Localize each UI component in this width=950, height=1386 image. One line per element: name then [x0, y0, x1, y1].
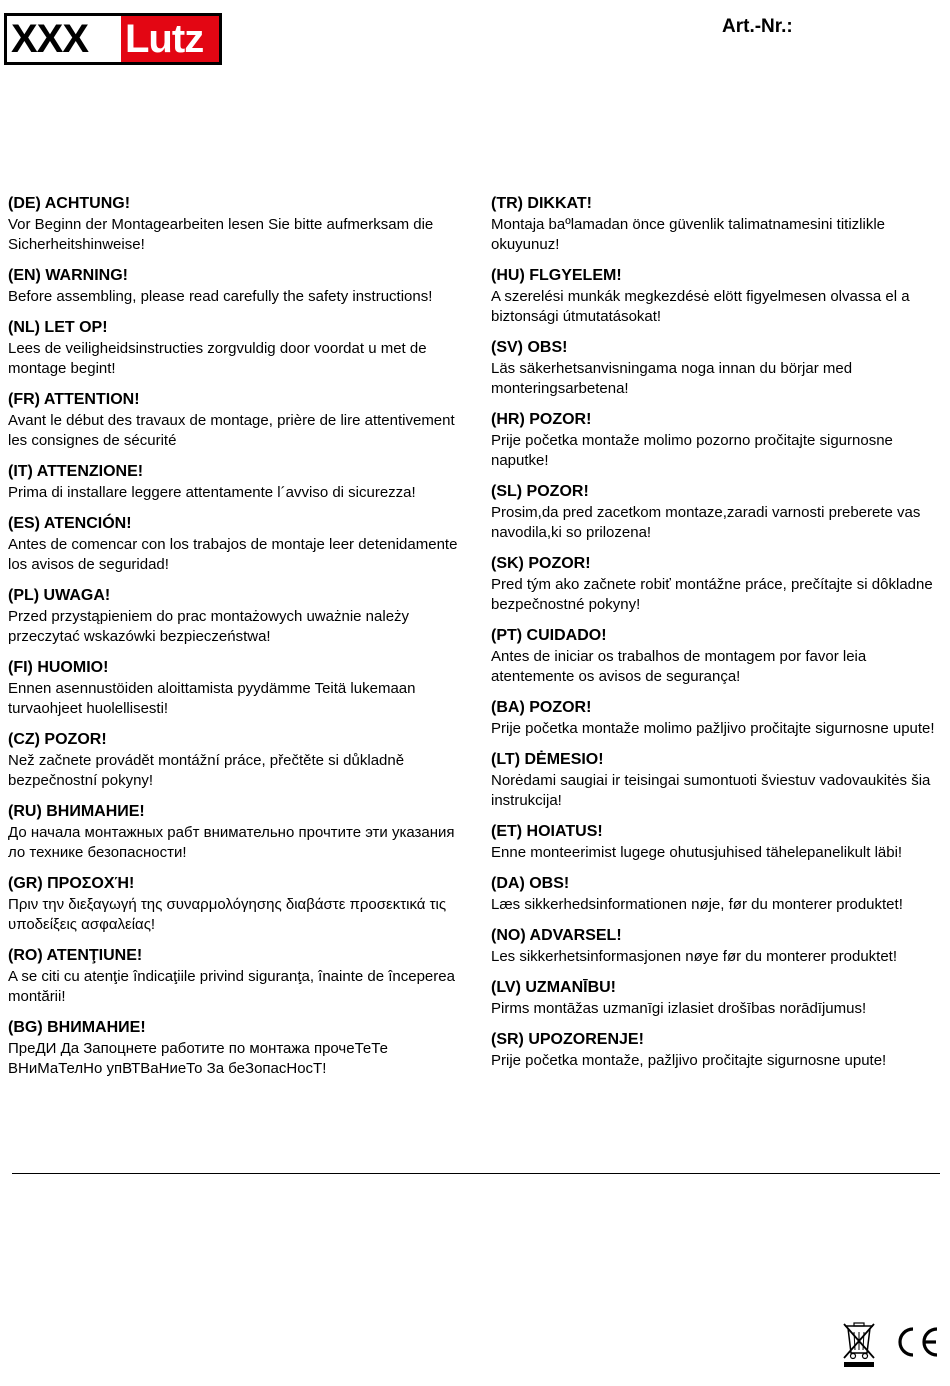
logo-part-xxx: XXX: [7, 16, 121, 62]
warning-entry: [8, 318, 460, 379]
warning-entry: [491, 482, 946, 543]
warning-heading: (DA) OBS!: [491, 875, 570, 892]
warning-text: Norėdami saugiai ir teisingai sumontuoti šviestuv vadovaukitės šia instrukcija!: [491, 772, 931, 809]
warning-entry: [491, 626, 946, 687]
warning-text: A szerelési munkák megkezdésė elött figyelmesen olvassa el a biztonsági útmutatásokat!: [491, 288, 910, 325]
warning-heading: (RO) ATENŢIUNE!: [8, 947, 143, 964]
warning-text: Enne monteerimist lugege ohutusjuhised tähelepanelikult läbi!: [491, 844, 903, 861]
warning-text: Prije početka montaže molimo pozorno pročitajte sigurnosne naputke!: [491, 432, 893, 469]
warning-entry: [491, 874, 946, 915]
warning-entry: [8, 462, 460, 503]
warning-entry: [8, 194, 460, 255]
warning-entry: [491, 410, 946, 471]
warning-text: Prima di installare leggere attentamente l´avviso di sicurezza!: [8, 484, 416, 501]
warning-entry: [491, 554, 946, 615]
warning-heading: (NO) ADVARSEL!: [491, 927, 622, 944]
warning-entry: [491, 926, 946, 967]
warning-text: Prije početka montaže molimo pažljivo pročitajte sigurnosne upute!: [491, 720, 935, 737]
warning-text: Ennen asennustöiden aloittamista pyydämme Teitä lukemaan turvaohjeet huolellisesti!: [8, 680, 416, 717]
warning-text: ПреДИ Да Запоцнете работите по монтажа прочеТеТе ВНиМаТелНо упВТВаНиеТо За беЗопасНосТ!: [8, 1040, 388, 1077]
warning-entry: [8, 266, 460, 307]
warning-heading: (BG) ВНИМАНИЕ!: [8, 1019, 146, 1036]
warning-heading: (BA) POZOR!: [491, 699, 592, 716]
warning-heading: (ET) HOIATUS!: [491, 823, 603, 840]
warning-heading: (CZ) POZOR!: [8, 731, 107, 748]
warning-text: Przed przystąpieniem do prac montażowych uważnie należy przeczytać wskazówki bezpieczeństwa!: [8, 608, 410, 645]
warning-text: Πριν την διεξαγωγή της συναρμολόγησης διαβάστε προσεκτικά τις υποδείξεις ασφαλείας!: [8, 896, 447, 933]
warning-entry: [8, 802, 460, 863]
warning-heading: (FR) ATTENTION!: [8, 391, 140, 408]
warning-entry: [491, 194, 946, 255]
warning-heading: (SV) OBS!: [491, 339, 568, 356]
warning-heading: (HU) FLGYELEM!: [491, 267, 622, 284]
warning-text: Before assembling, please read carefully the safety instructions!: [8, 288, 433, 305]
warning-text: Les sikkerhetsinformasjonen nøye før du monterer produktet!: [491, 948, 898, 965]
warning-entry: [491, 750, 946, 811]
warnings-column-left: [8, 194, 460, 1090]
warning-text: Vor Beginn der Montagearbeiten lesen Sie bitte aufmerksam die Sicherheitshinweise!: [8, 216, 434, 253]
warning-heading: (EN) WARNING!: [8, 267, 128, 284]
warning-text: Prije početka montaže, pažljivo pročitajte sigurnosne upute!: [491, 1052, 887, 1069]
warning-heading: (RU) ВНИМАНИЕ!: [8, 803, 145, 820]
warning-heading: (PL) UWAGA!: [8, 587, 111, 604]
warning-heading: (HR) POZOR!: [491, 411, 592, 428]
warning-heading: (SL) POZOR!: [491, 483, 589, 500]
warnings-column-right: [491, 194, 946, 1082]
warning-text: Prosim,da pred zacetkom montaze,zaradi varnosti preberete vas navodila,ki so prilozena!: [491, 504, 921, 541]
weee-crossed-bin-icon: [842, 1322, 876, 1368]
warning-entry: [8, 514, 460, 575]
warning-text: Læs sikkerhedsinformationen nøje, før du monterer produktet!: [491, 896, 903, 913]
warning-entry: [491, 1030, 946, 1071]
warning-heading: (TR) DIKKAT!: [491, 195, 593, 212]
warning-entry: [491, 822, 946, 863]
article-number-label: Art.-Nr.:: [722, 16, 793, 37]
warning-heading: (FI) HUOMIO!: [8, 659, 109, 676]
warning-entry: [491, 338, 946, 399]
warning-entry: [8, 658, 460, 719]
warning-heading: (SK) POZOR!: [491, 555, 591, 572]
warning-heading: (LT) DĖMESIO!: [491, 751, 604, 768]
logo-part-lutz: Lutz: [121, 16, 219, 62]
warning-entry: [491, 978, 946, 1019]
warning-text: A se citi cu atenţie îndicaţiile privind siguranţa, înainte de începerea montării!: [8, 968, 455, 1005]
warning-text: Läs säkerhetsanvisningama noga innan du börjar med monteringsarbetena!: [491, 360, 853, 397]
warning-text: Pirms montāžas uzmanīgi izlasiet drošības norādījumus!: [491, 1000, 867, 1017]
warning-entry: [8, 586, 460, 647]
warning-text: Avant le début des travaux de montage, prière de lire attentivement les consignes de sécurité: [8, 412, 455, 449]
warning-heading: (ES) ATENCIÓN!: [8, 515, 132, 532]
warning-entry: [8, 874, 460, 935]
warning-text: Lees de veiligheidsinstructies zorgvuldig door voordat u met de montage begint!: [8, 340, 427, 377]
warning-text: До начала монтажных рабт внимательно прочтите эти указания ло технике безопасности!: [8, 824, 455, 861]
warning-heading: (GR) ΠΡΟΣΟΧΉ!: [8, 875, 135, 892]
warning-entry: [8, 946, 460, 1007]
warning-heading: (SR) UPOZORENJE!: [491, 1031, 644, 1048]
warning-text: Antes de iniciar os trabalhos de montagem por favor leia atentemente os avisos de segurança!: [491, 648, 867, 685]
warning-heading: (PT) CUIDADO!: [491, 627, 607, 644]
warning-heading: (DE) ACHTUNG!: [8, 195, 131, 212]
warning-entry: [8, 390, 460, 451]
warning-text: Pred tým ako začnete robiť montážne práce, prečítajte si dôkladne bezpečnostné pokyny!: [491, 576, 933, 613]
warning-heading: (NL) LET OP!: [8, 319, 108, 336]
warning-heading: (IT) ATTENZIONE!: [8, 463, 144, 480]
warning-entry: [491, 266, 946, 327]
warning-entry: [491, 698, 946, 739]
warning-text: Montaja baºlamadan önce güvenlik talimatnamesini titizlikle okuyunuz!: [491, 216, 886, 253]
warning-text: Než začnete provádět montážní práce, přečtěte si důkladně bezpečnostní pokyny!: [8, 752, 405, 789]
brand-logo: [4, 13, 222, 65]
warning-entry: [8, 730, 460, 791]
ce-mark-icon: [894, 1325, 940, 1359]
footer-divider: [12, 1173, 940, 1174]
warning-heading: (LV) UZMANĪBU!: [491, 979, 617, 996]
warning-text: Antes de comencar con los trabajos de montaje leer detenidamente los avisos de seguridad!: [8, 536, 458, 573]
warning-entry: [8, 1018, 460, 1079]
